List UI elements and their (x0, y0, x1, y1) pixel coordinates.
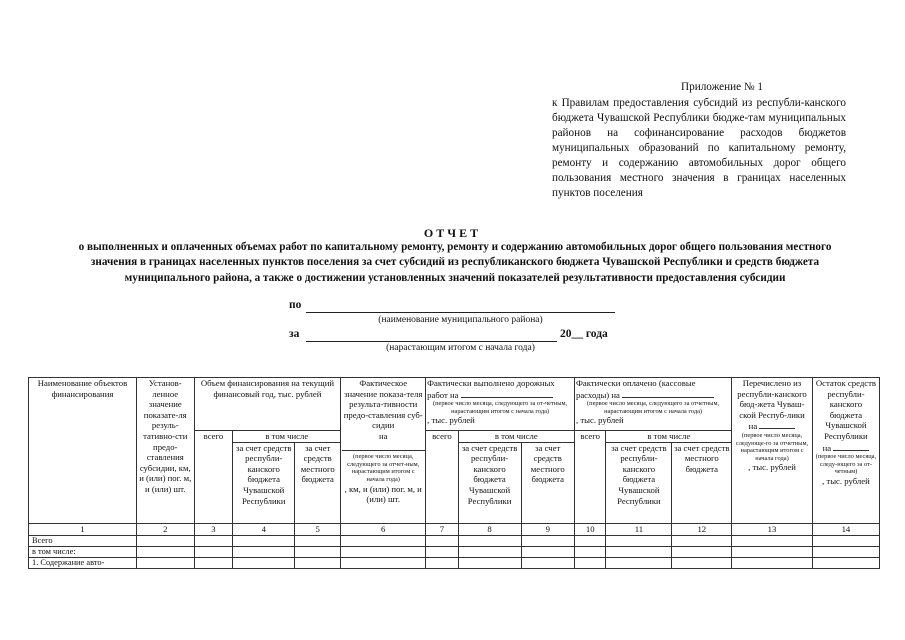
date-underline (622, 389, 714, 398)
column-number: 12 (672, 523, 732, 535)
header-republic-funds: за счет средств республи-канского бюджета Чувашской Республики (233, 442, 295, 523)
line1-caption: (наименование муниципального района) (378, 315, 543, 325)
column-number: 9 (521, 523, 574, 535)
header-paid-note: (первое число месяца, следующего за отчетным, нарастающим итогом с начала года) (587, 400, 720, 415)
date-underline (461, 389, 553, 398)
appendix-title: Приложение № 1 (681, 81, 763, 93)
header-remainder (812, 378, 879, 524)
table-row (29, 546, 880, 557)
date-underline (833, 442, 869, 451)
report-title: ОТЧЕТ (423, 226, 482, 240)
date-underline (342, 442, 425, 451)
header-done-text: Фактически выполнено дорожных работ на (427, 378, 555, 400)
header-paid-unit: , тыс. рублей (575, 415, 624, 426)
header-rest-unit: , тыс. рублей (822, 475, 870, 486)
header-local-funds: за счет средств местного бюджета (672, 442, 732, 523)
line2-year: 20__ года (560, 328, 608, 340)
report-table (28, 377, 880, 569)
header-incl: в том числе (233, 431, 341, 443)
line1-prefix: по (289, 299, 302, 311)
column-number: 7 (426, 523, 458, 535)
report-subtitle: о выполненных и оплаченных объемах работ по капитальному ремонту, ремонту и содержанию автомобильных дорог общего пользования местного значения в границах населенных пунктов поселения за счет субсидий из республиканского бюджета Чувашской Республики и средств бюджета муниципального района, а также о достижении установленных значений показателей результативности предоставления субсидии (78, 241, 832, 284)
column-number: 10 (574, 523, 605, 535)
header-republic-funds: за счет средств республи-канского бюджета Чувашской Республики (606, 442, 672, 523)
header-actual-na: на (378, 430, 388, 441)
line2-prefix: за (289, 328, 300, 340)
header-transfer-na: на (748, 421, 758, 432)
header-incl: в том числе (606, 431, 732, 443)
column-number: 3 (194, 523, 233, 535)
line1-underline (306, 312, 615, 313)
table-row (29, 535, 880, 546)
header-total: всего (574, 431, 605, 524)
header-object-name: Наименование объектов финансирования (29, 378, 137, 524)
header-done-unit: , тыс. рублей (427, 415, 475, 426)
header-actual-value (341, 378, 426, 524)
header-actual-text: Фактическое значение показа-теля результа-тивности предо-ставления суб-сидии (343, 378, 423, 431)
row-label: в том числе: (29, 546, 137, 557)
column-number: 1 (29, 523, 137, 535)
header-done-note: (первое число месяца, следующего за от-четным, нарастающим итогом с начала года) (432, 400, 568, 415)
header-paid (574, 378, 731, 431)
header-total: всего (194, 431, 233, 524)
header-local-funds: за счет средств местного бюджета (295, 442, 341, 523)
header-republic-funds: за счет средств республи-канского бюджета Чувашской Республики (458, 442, 521, 523)
header-incl: в том числе (458, 431, 574, 443)
column-numbers-row (29, 523, 880, 535)
line2-underline (306, 341, 557, 342)
header-set-value: Установ-ленное значение показате-ля резуль-тативно-сти предо-ставления субсидии, км, и (или) пог. м, и (или) шт. (136, 378, 194, 524)
header-paid-text: Фактически оплачено (кассовые расходы) на (575, 378, 696, 400)
header-transfer-unit: , тыс. рублей (748, 462, 796, 473)
header-transfer-note: (первое число месяца, следующе-го за отчетным, нарастающим итогом с начала года) (735, 431, 809, 462)
column-number: 11 (606, 523, 672, 535)
column-number: 2 (136, 523, 194, 535)
appendix-text: к Правилам предоставления субсидий из республи-канского бюджета Чувашской Республики бюдже-там муниципальных районов на софинансирование расходов бюджетов муниципальных образований по капитальному ремонту, ремонту и содержанию автомобильных дорог общего пользования местного значения в границах населенных пунктов поселения (552, 97, 846, 199)
date-underline (759, 420, 795, 429)
header-transfer-text: Перечислено из республи-канского бюд-жета Чуваш-ской Респуб-лики (737, 378, 807, 420)
header-actual-note: (первое число месяца, следующего за отчет-ным, нарастающим итогом с начала года) (347, 453, 420, 483)
column-number: 14 (812, 523, 879, 535)
column-number: 6 (341, 523, 426, 535)
line2-caption: (нарастающим итогом с начала года) (386, 343, 535, 353)
header-actual-unit: , км, и (или) пог. м, и (или) шт. (344, 483, 422, 505)
appendix-block (552, 80, 846, 201)
header-local-funds: за счет средств местного бюджета (521, 442, 574, 523)
header-total: всего (426, 431, 458, 524)
table-row (29, 557, 880, 568)
header-transferred (732, 378, 813, 524)
row-label: Всего (29, 535, 137, 546)
header-rest-note: (первое число месяца, следу-ющего за от-четным) (815, 453, 877, 476)
row-label: 1. Содержание авто- (29, 557, 137, 568)
header-rest-na: на (822, 442, 832, 453)
header-funding-volume: Объем финансирования на текущий финансовый год, тыс. рублей (194, 378, 341, 431)
column-number: 13 (732, 523, 813, 535)
column-number: 8 (458, 523, 521, 535)
header-rest-text: Остаток средств республи-канского бюджета Чувашской Республики (815, 378, 877, 441)
column-number: 4 (233, 523, 295, 535)
header-works-done (426, 378, 575, 431)
column-number: 5 (295, 523, 341, 535)
